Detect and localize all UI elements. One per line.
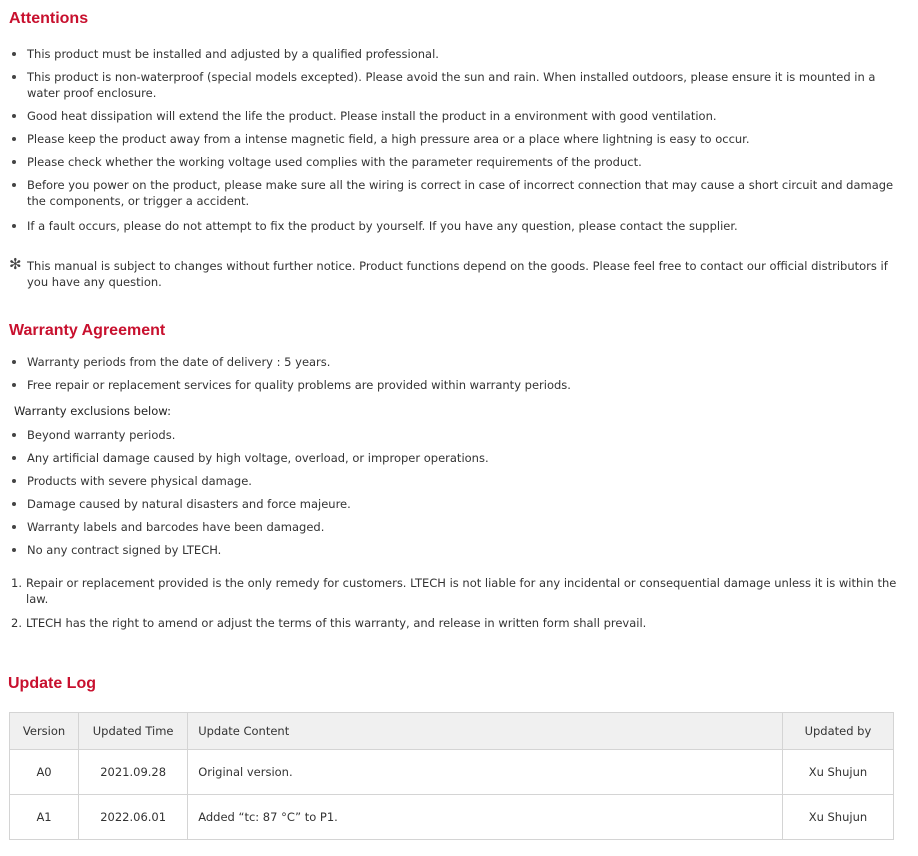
update-log-heading: Update Log [8,675,96,692]
exclusions-label: Warranty exclusions below: [14,404,171,418]
list-item: Any artificial damage caused by high voltage, overload, or improper operations. [9,450,909,466]
time-cell: 2021.09.28 [79,750,188,795]
content-cell: Original version. [188,750,783,795]
version-cell: A1 [10,795,79,840]
author-cell: Xu Shujun [782,750,893,795]
update-log-table [9,712,894,840]
time-cell: 2022.06.01 [79,795,188,840]
table-row [10,750,894,795]
list-item: This product must be installed and adjusted by a qualified professional. [9,46,909,62]
column-header: Updated Time [79,713,188,750]
manual-note [9,255,904,290]
list-item: This product is non-waterproof (special models excepted). Please avoid the sun and rain. When installed outdoors, please ensure it is mounted in a water proof enclosure. [9,69,909,101]
attentions-heading: Attentions [9,10,89,27]
column-header: Version [10,713,79,750]
attentions-list [9,46,909,234]
list-item: Warranty periods from the date of delivery : 5 years. [9,354,909,370]
list-item: Beyond warranty periods. [9,427,909,443]
list-item: Before you power on the product, please make sure all the wiring is correct in case of incorrect connection that may cause a short circuit and damage the components, or trigger a accident. [9,177,909,209]
list-item: Please keep the product away from a intense magnetic field, a high pressure area or a place where lightning is easy to occur. [9,131,909,147]
column-header: Update Content [188,713,783,750]
list-item [11,615,916,631]
term-number: 2. [11,616,22,630]
list-item: Products with severe physical damage. [9,473,909,489]
content-cell: Added “tc: 87 °C” to P1. [188,795,783,840]
list-item [11,575,916,607]
warranty-list [9,354,909,393]
version-cell: A0 [10,750,79,795]
list-item: Good heat dissipation will extend the life the product. Please install the product in a environment with good ventilation. [9,108,909,124]
list-item: No any contract signed by LTECH. [9,542,909,558]
term-number: 1. [11,576,22,590]
list-item: Please check whether the working voltage used complies with the parameter requirements of the product. [9,154,909,170]
note-text: This manual is subject to changes without further notice. Product functions depend on the goods. Please feel free to contact our official distributors if you have any question. [27,259,888,289]
list-item: If a fault occurs, please do not attempt to fix the product by yourself. If you have any question, please contact the supplier. [9,218,909,234]
author-cell: Xu Shujun [782,795,893,840]
list-item: Warranty labels and barcodes have been damaged. [9,519,909,535]
table-row [10,795,894,840]
list-item: Damage caused by natural disasters and force majeure. [9,496,909,512]
term-text: LTECH has the right to amend or adjust the terms of this warranty, and release in written form shall prevail. [26,616,647,630]
exclusions-list [9,427,909,558]
warranty-heading: Warranty Agreement [9,322,166,339]
column-header: Updated by [782,713,893,750]
term-text: Repair or replacement provided is the only remedy for customers. LTECH is not liable for any incidental or consequential damage unless it is within the law. [26,576,897,606]
list-item: Free repair or replacement services for quality problems are provided within warranty periods. [9,377,909,393]
warranty-terms [11,575,916,631]
asterisk-icon: ✻ [9,255,22,273]
table-header-row [10,713,894,750]
